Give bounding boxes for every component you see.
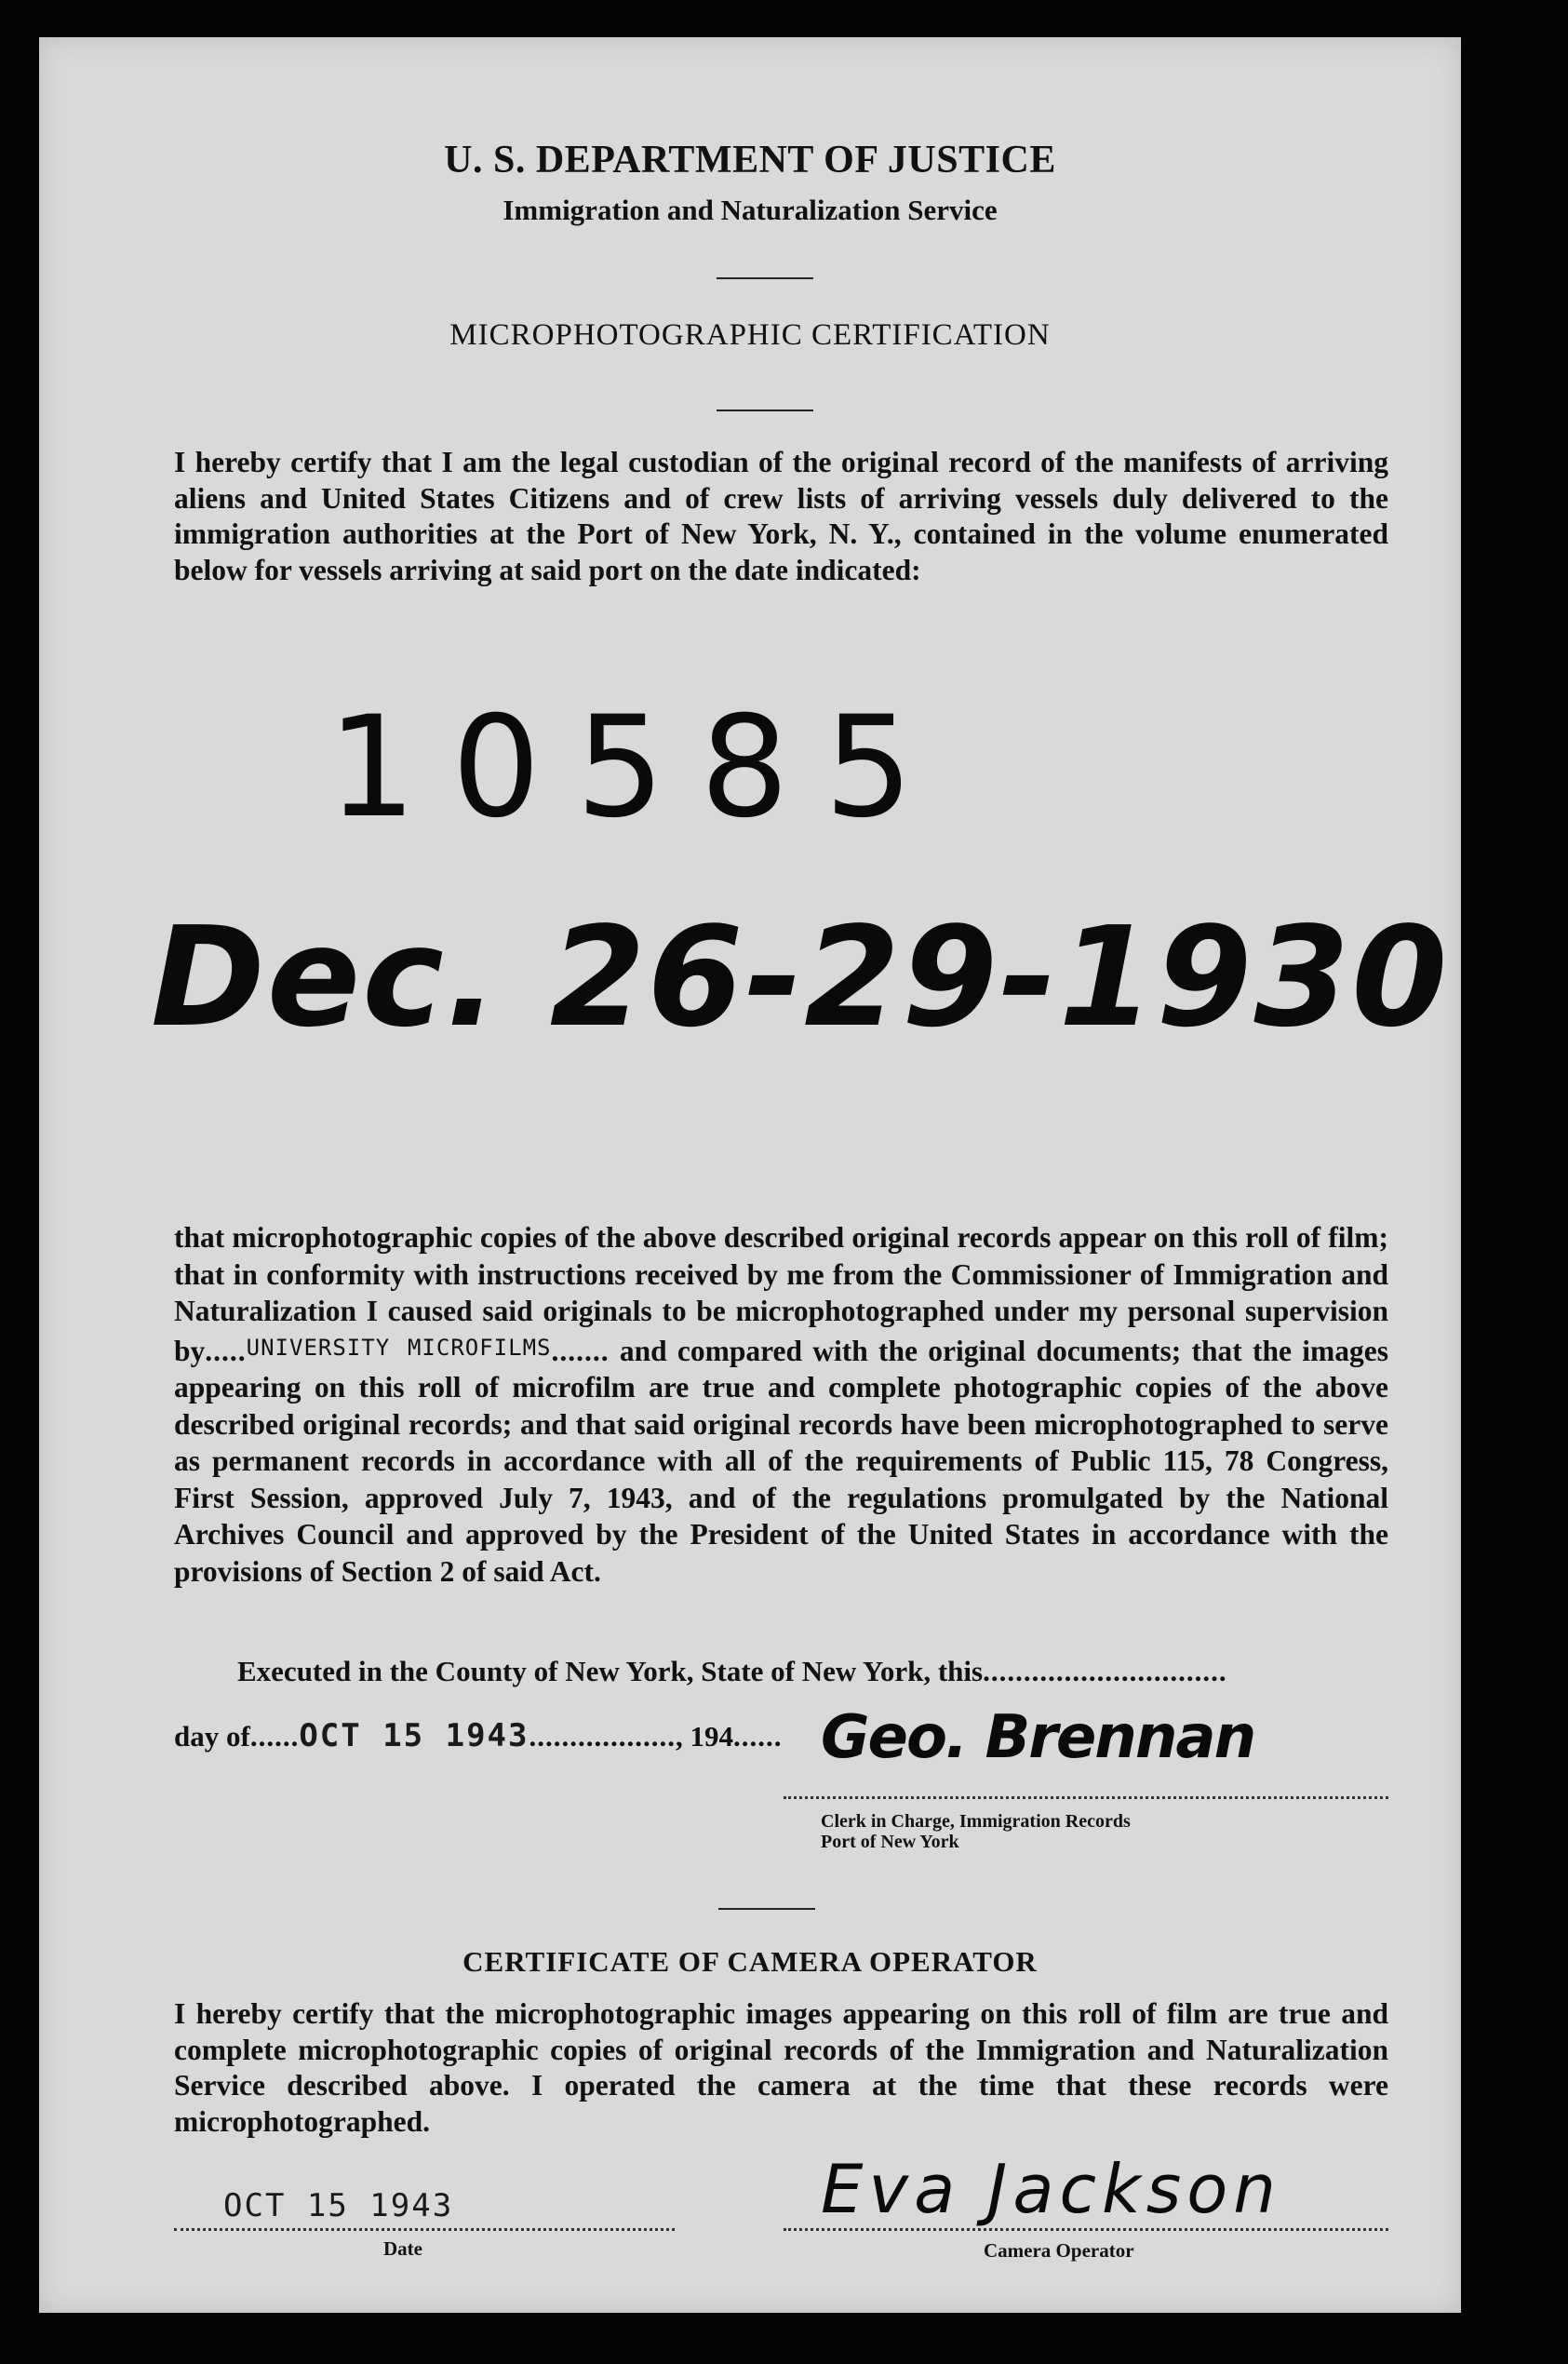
date-label: Date bbox=[383, 2237, 422, 2260]
divider bbox=[717, 410, 813, 411]
camera-date-stamp: OCT 15 1943 bbox=[223, 2187, 454, 2224]
microfilm-text-1: that microphotographic copies of the above described original records appear on this roll of film; that in conformity with instructions received by me from the Commissioner of Immigration and Naturalization I caused said originals to be microphotographed under my personal supervision by bbox=[174, 1221, 1388, 1367]
signature-line bbox=[784, 1796, 1388, 1799]
microfilm-text-2: and compared with the original documents; that the images appearing on this roll of microfilm are true and complete photographic copies of the above described original records; and that said original records have been microphotographed to serve as permanent records in accordance with all of the requirements of Public 115, 78 Congress, First Session, approved July 7, 1943, and of the regulations promulgated by the National Archives Council and approved by the President of the United States in accordance with the provisions of Section 2 of said Act. bbox=[174, 1334, 1388, 1588]
executed-text: Executed in the County of New York, State of New York, this bbox=[237, 1655, 984, 1687]
clerk-signature: Geo. Brennan bbox=[821, 1703, 1255, 1772]
clerk-title-2: Port of New York bbox=[821, 1832, 959, 1852]
date-line bbox=[174, 2228, 675, 2231]
operator-signature: Eva Jackson bbox=[821, 2150, 1281, 2228]
volume-number: 10585 bbox=[328, 687, 949, 849]
camera-certificate-title: CERTIFICATE OF CAMERA OPERATOR bbox=[462, 1945, 1038, 1978]
department-title: U. S. DEPARTMENT OF JUSTICE bbox=[444, 139, 1056, 181]
microfilm-paragraph: that microphotographic copies of the above described original records appear on this roll of film; that in conformity with instructions received by me from the Commissioner of Immigration and Naturalization I caused said originals to be microphotographed under my personal supervision by.....UNIVERSITY MICROFILMS....... and compared with the original documents; that the images appearing on this roll of microfilm are true and complete photographic copies of the above described original records; and that said original records have been microphotographed to serve as permanent records in accordance with all of the requirements of Public 115, 78 Congress, First Session, approved July 7, 1943, and of the regulations promulgated by the National Archives Council and approved by the President of the United States in accordance with the provisions of Section 2 of said Act. bbox=[174, 1221, 1388, 1588]
date-range: Dec. 26-29-1930 bbox=[151, 897, 1450, 1057]
year-prefix: , 194 bbox=[676, 1720, 733, 1753]
camera-paragraph: I hereby certify that the microphotographic images appearing on this roll of film are true and complete microphotographic copies of original records of the Immigration and Naturalization Service described above. I operated the camera at the time that these records were microphotographed. bbox=[174, 1997, 1388, 2138]
certificate-page bbox=[39, 37, 1461, 2313]
divider bbox=[717, 277, 813, 279]
service-subtitle: Immigration and Naturalization Service bbox=[503, 194, 998, 226]
custodian-paragraph: I hereby certify that I am the legal custodian of the original record of the manifests of arriving aliens and United States Citizens and of crew lists of arriving vessels duly delivered to the immigration authorities at the Port of New York, N. Y., contained in the volume enumerated below for vessels arriving at said port on the date indicated: bbox=[174, 446, 1388, 586]
microfilm-company: UNIVERSITY MICROFILMS bbox=[246, 1334, 552, 1361]
operator-label: Camera Operator bbox=[984, 2239, 1134, 2262]
day-of-line: day of......OCT 15 1943.................., 194...... bbox=[174, 1717, 783, 1754]
divider bbox=[718, 1908, 815, 1910]
date-stamp: OCT 15 1943 bbox=[299, 1717, 529, 1754]
day-of-label: day of bbox=[174, 1720, 250, 1753]
executed-line: Executed in the County of New York, State of New York, this.............................. bbox=[237, 1655, 1227, 1687]
section-title: MICROPHOTOGRAPHIC CERTIFICATION bbox=[449, 318, 1051, 352]
operator-line bbox=[784, 2228, 1388, 2231]
clerk-title-1: Clerk in Charge, Immigration Records bbox=[821, 1811, 1131, 1832]
